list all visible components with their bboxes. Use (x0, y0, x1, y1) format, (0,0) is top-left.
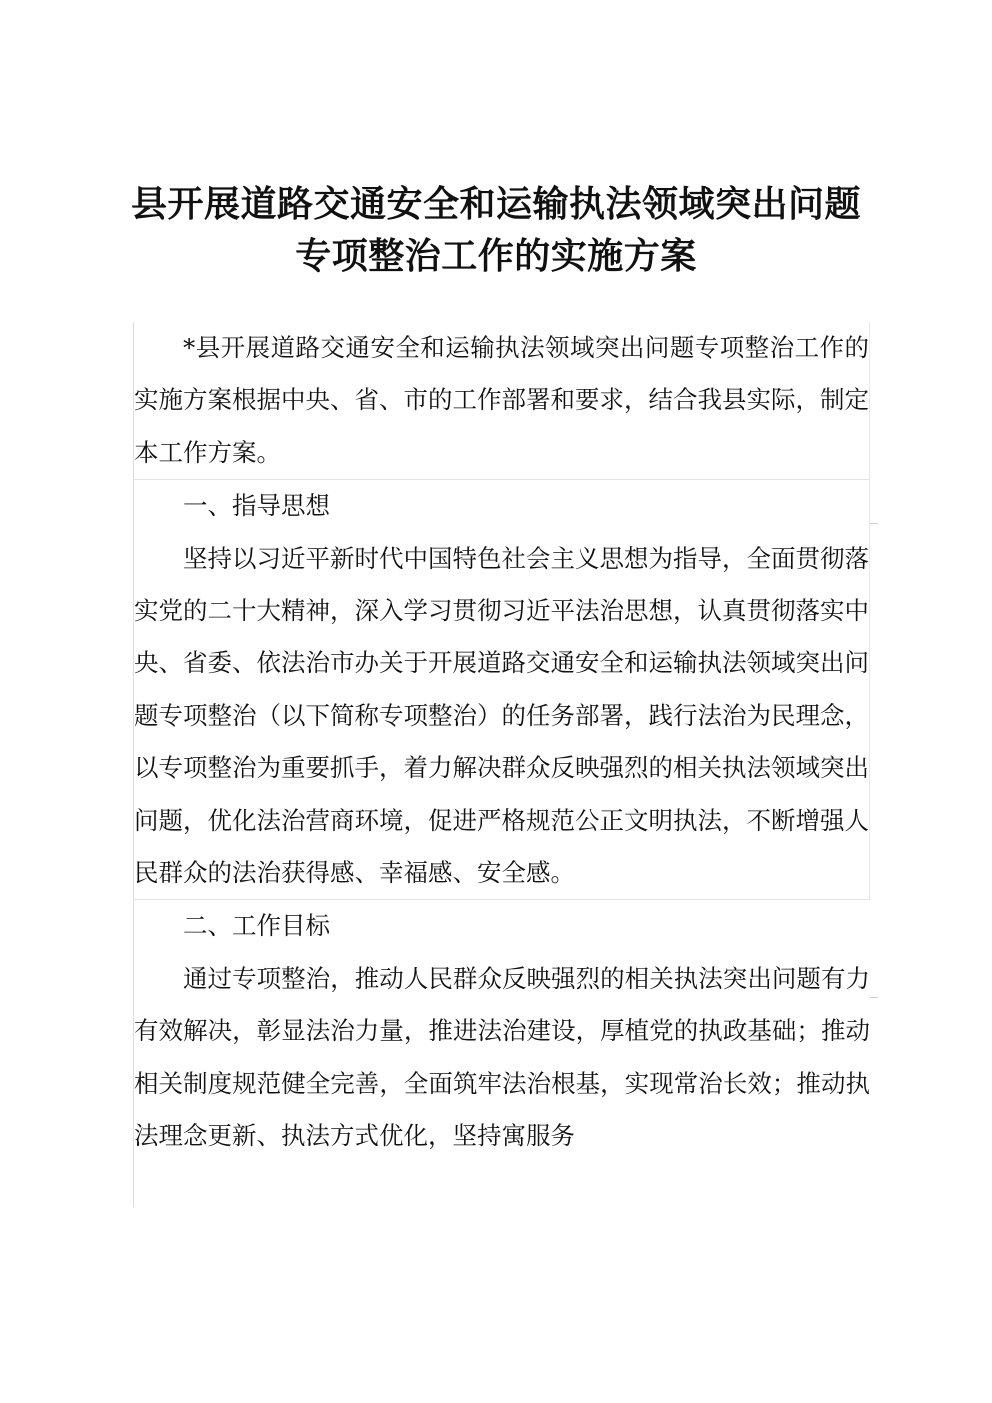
section-guiding-ideology (134, 480, 870, 900)
margin-tick-mark (870, 523, 878, 524)
margin-tick-mark (870, 997, 878, 998)
section1-paragraph: 坚持以习近平新时代中国特色社会主义思想为指导，全面贯彻落实党的二十大精神，深入学习贯彻习近平法治思想，认真贯彻落实中央、省委、依法治市办关于开展道路交通安全和运输执法领域突出问题专项整治（以下简称专项整治）的任务部署，践行法治为民理念，以专项整治为重要抓手，着力解决群众反映强烈的相关执法领域突出问题，优化法治营商环境，促进严格规范公正文明执法，不断增强人民群众的法治获得感、幸福感、安全感。 (134, 543, 869, 888)
section-work-goals (134, 900, 870, 1162)
document-body (133, 322, 870, 1207)
document-title (60, 178, 932, 282)
section2-heading: 二、工作目标 (183, 911, 330, 941)
intro-block (134, 322, 870, 480)
section1-heading: 一、指导思想 (183, 491, 330, 521)
title-line-1: 县开展道路交通安全和运输执法领域突出问题 (130, 183, 861, 225)
intro-paragraph: *县开展道路交通安全和运输执法领域突出问题专项整治工作的实施方案根据中央、省、市的工作部署和要求，结合我县实际，制定本工作方案。 (134, 333, 869, 467)
title-line-2: 专项整治工作的实施方案 (295, 235, 697, 277)
section2-paragraph: 通过专项整治，推动人民群众反映强烈的相关执法突出问题有力有效解决，彰显法治力量，推进法治建设，厚植党的执政基础；推动相关制度规范健全完善，全面筑牢法治根基，实现常治长效；推动执法理念更新、执法方式优化，坚持寓服务 (134, 963, 870, 1151)
